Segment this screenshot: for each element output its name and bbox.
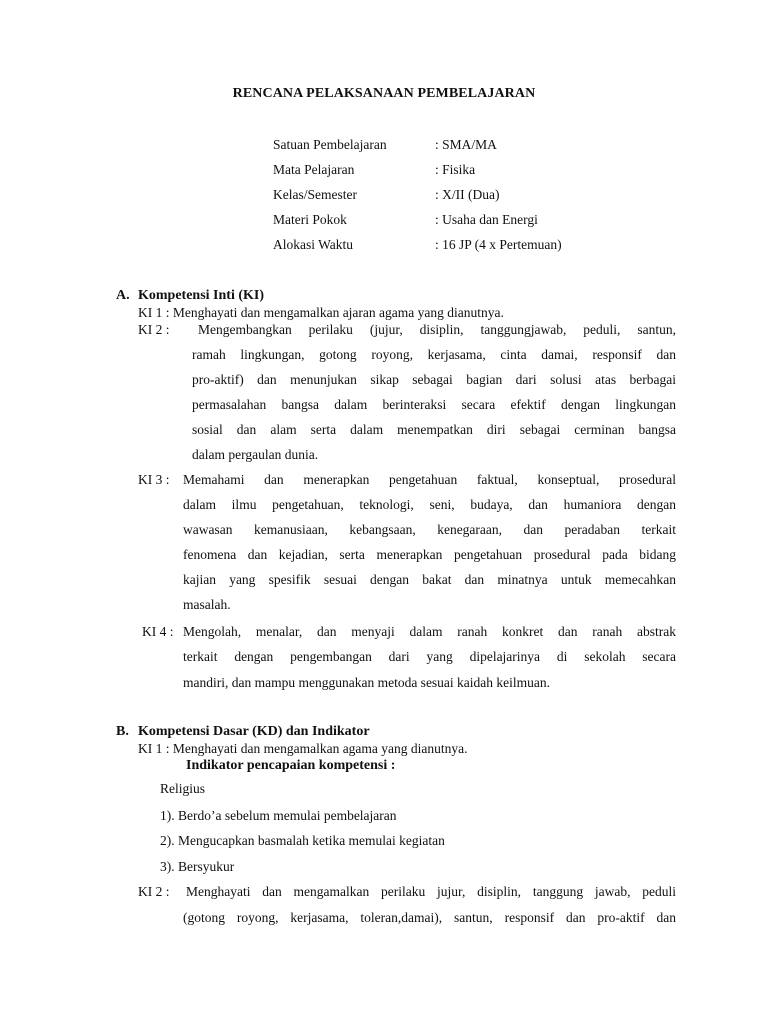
info-label: Satuan Pembelajaran: [273, 137, 387, 152]
ki3-line: kajian yang spesifik sesuai dengan bakat dan minatnya untuk memecahkan: [183, 572, 676, 587]
info-label: Alokasi Waktu: [273, 237, 354, 252]
religius-label: Religius: [160, 781, 206, 796]
ki4-line: terkait dengan pengembangan dari yang dipelajarinya di sekolah secara: [183, 649, 676, 664]
section-title: Kompetensi Dasar (KD) dan Indikator: [138, 724, 370, 739]
indikator-item: 3). Bersyukur: [160, 859, 235, 874]
ki2-label: KI 2 :: [138, 322, 170, 337]
ki2-line: dalam pergaulan dunia.: [192, 447, 319, 462]
ki2-line: permasalahan bangsa dalam berinteraksi secara efektif dengan lingkungan: [192, 397, 676, 412]
ki3-line: masalah.: [183, 597, 231, 612]
ki2-line: pro-aktif) dan menunjukan sikap sebagai bagian dari solusi atas berbagai: [192, 372, 676, 387]
indikator-item: 1). Berdo’a sebelum memulai pembelajaran: [160, 808, 397, 823]
ki4-label: KI 4 :: [142, 624, 174, 639]
info-label: Mata Pelajaran: [273, 162, 355, 177]
kd-ki2-line: Menghayati dan mengamalkan perilaku jujur, disiplin, tanggung jawab, peduli: [186, 884, 676, 899]
info-label: Kelas/Semester: [273, 187, 357, 202]
info-value: : 16 JP (4 x Pertemuan): [435, 237, 562, 252]
ki4-line: mandiri, dan mampu menggunakan metoda sesuai kaidah keilmuan.: [183, 675, 551, 690]
ki3-line: Memahami dan menerapkan pengetahuan faktual, konseptual, prosedural: [183, 472, 676, 487]
ki2-line: sosial dan alam serta dalam menempatkan diri sebagai cerminan bangsa: [192, 422, 676, 437]
kd-ki2-line: (gotong royong, kerjasama, toleran,damai), santun, responsif dan pro-aktif dan: [183, 910, 676, 925]
info-value: : X/II (Dua): [435, 187, 500, 202]
info-value: : SMA/MA: [435, 137, 497, 152]
info-value: : Fisika: [435, 162, 476, 177]
ki3-line: fenomena dan kejadian, serta menerapkan pengetahuan prosedural pada bidang: [183, 547, 676, 562]
indikator-heading: Indikator pencapaian kompetensi :: [186, 758, 396, 773]
section-a-heading: [116, 288, 264, 304]
info-label: Materi Pokok: [273, 212, 347, 227]
kd-ki1-line: KI 1 : Menghayati dan mengamalkan agama yang dianutnya.: [138, 741, 468, 756]
section-letter: B.: [116, 724, 129, 739]
section-title: Kompetensi Inti (KI): [138, 288, 264, 303]
ki2-line: ramah lingkungan, gotong royong, kerjasama, cinta damai, responsif dan: [192, 347, 676, 362]
ki3-line: dalam ilmu pengetahuan, teknologi, seni, budaya, dan humaniora dengan: [183, 497, 676, 512]
section-b-heading: [116, 724, 370, 740]
indikator-item: 2). Mengucapkan basmalah ketika memulai kegiatan: [160, 833, 445, 848]
info-value: : Usaha dan Energi: [435, 212, 538, 227]
document-title: RENCANA PELAKSANAAN PEMBELAJARAN: [232, 86, 536, 101]
kd-ki2-label: KI 2 :: [138, 884, 170, 899]
section-letter: A.: [116, 288, 130, 303]
ki4-line: Mengolah, menalar, dan menyaji dalam ranah konkret dan ranah abstrak: [183, 624, 676, 639]
ki2-line: Mengembangkan perilaku (jujur, disiplin, tanggungjawab, peduli, santun,: [198, 322, 676, 337]
ki3-label: KI 3 :: [138, 472, 170, 487]
ki1-line: KI 1 : Menghayati dan mengamalkan ajaran agama yang dianutnya.: [138, 305, 504, 320]
ki3-line: wawasan kemanusiaan, kebangsaan, kenegaraan, dan peradaban terkait: [183, 522, 676, 537]
